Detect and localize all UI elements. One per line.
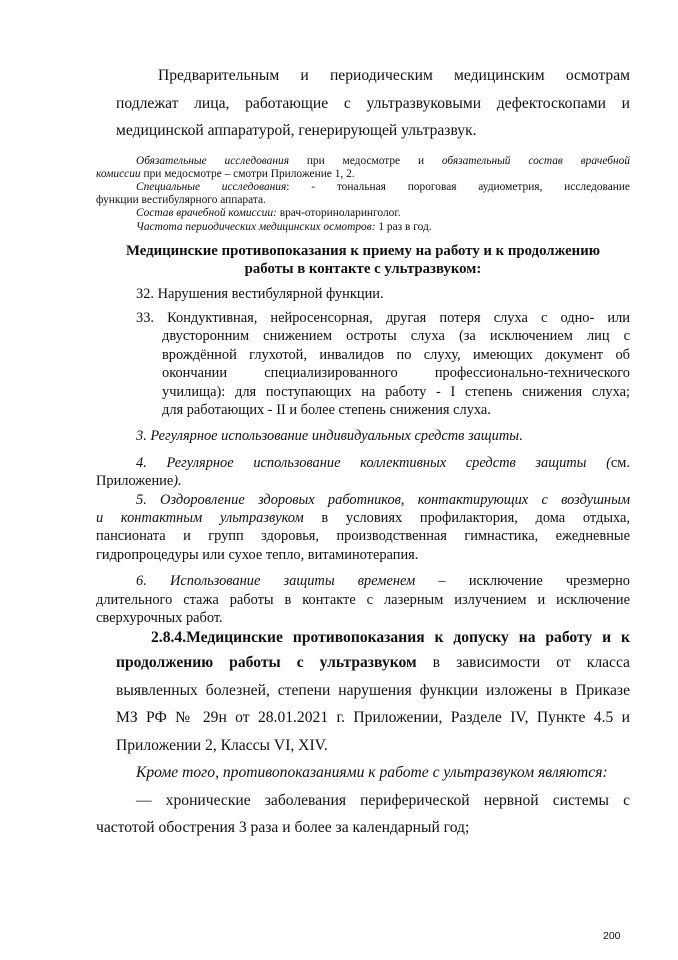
section-dash-line-2: частотой обострения 3 раза и более за календарный год; <box>96 819 470 837</box>
contraindications-list <box>96 285 630 420</box>
item-33-line-4: окончании специализированного профессионально-технического <box>162 365 630 382</box>
measure-5-text-cont: и контактным ультразвуком <box>96 510 304 526</box>
list-item-32: 32. Нарушения вестибулярной функции. <box>136 285 384 302</box>
measure-4-text: 4. Регулярное использование коллективных средств защиты ( <box>136 454 611 471</box>
exam-line-1 <box>96 155 630 168</box>
measure-4-see: см. <box>610 454 630 471</box>
measure-5-line-3: пансионата и групп здоровья, производственная гимнастика, ежедневные <box>96 528 630 545</box>
intro-line-3: медицинской аппаратурой, генерирующей ультразвук. <box>116 122 477 139</box>
exam-text: : - тональная пороговая аудиометрия, исследование <box>286 180 630 193</box>
exam-text: при медосмотре – смотри Приложение 1, 2. <box>140 167 355 180</box>
page-number: 200 <box>603 930 621 942</box>
section-line-3: выявленных болезней, степени нарушения функции изложены в Приказе <box>116 681 630 699</box>
exam-text: врач-оториноларинголог. <box>276 207 401 220</box>
section-2-8-4 <box>96 627 630 842</box>
measure-6-desc: – исключение чрезмерно <box>415 573 630 590</box>
measure-4-line-2 <box>96 472 630 490</box>
heading-line-2: работы в контакте с ультразвуком: <box>244 261 482 278</box>
measure-4-line-1 <box>96 454 630 472</box>
exam-term-commission: обязательный состав врачебной <box>441 154 630 167</box>
measure-4-close: ). <box>173 473 182 490</box>
exam-line-4: функции вестибулярного аппарата. <box>96 194 266 207</box>
measure-3: 3. Регулярное использование индивидуальных средств защиты. <box>136 428 523 445</box>
protective-measures <box>96 427 630 627</box>
item-33-line-5: училища): для поступающих на работу - I степень снижения слуха; <box>162 383 630 400</box>
section-dash-line-1: — хронические заболевания периферической нервной системы с <box>136 791 630 809</box>
measure-5-conditions: в условиях профилактория, дома отдыха, <box>303 510 631 526</box>
section-line-5: Приложении 2, Классы VI, XIV. <box>116 736 328 754</box>
section-bold-title: продолжению работы с ультразвуком <box>116 654 417 672</box>
section-line-4: МЗ РФ № 29н от 28.01.2021 г. Приложении, Разделе IV, Пункте 4.5 и <box>116 709 630 727</box>
measure-5-text: 5. Оздоровление здоровых работников, контактирующих с воздушным <box>136 491 630 508</box>
exam-term-commission-end: комиссии <box>96 167 141 180</box>
measure-4-appendix: Приложение <box>96 473 174 490</box>
exam-requirements <box>96 155 630 234</box>
measure-6-line-3: сверхурочных работ. <box>96 610 223 627</box>
heading-line-1: Медицинские противопоказания к приему на работу и к продолжению <box>125 242 601 259</box>
exam-text: 1 раз в год. <box>375 220 432 233</box>
exam-line-6 <box>96 221 630 234</box>
intro-paragraph <box>96 62 630 145</box>
exam-line-2 <box>96 168 630 181</box>
measure-3-text: 3. Регулярное использование индивидуальных средств защиты <box>136 428 520 445</box>
exam-term-obligatory: Обязательные исследования <box>136 154 289 167</box>
measure-5-line-2 <box>96 509 630 527</box>
exam-line-3 <box>96 181 630 194</box>
exam-term-composition: Состав врачебной комиссии: <box>136 207 277 220</box>
item-33-line-6: для работающих - II и более степень снижения слуха. <box>162 401 491 418</box>
measure-6-text: 6. Использование защиты временем <box>136 573 416 590</box>
list-item-33 <box>96 309 630 419</box>
item-33-line-1: 33. Кондуктивная, нейросенсорная, другая потеря слуха с одно- или <box>136 309 630 326</box>
section-line-2 <box>96 649 630 677</box>
contraindications-heading <box>96 242 630 279</box>
section-line-1: 2.8.4.Медицинские противопоказания к допуску на работу и к <box>151 629 630 647</box>
item-33-line-3: врождённой глухотой, инвалидов по слуху, имеющих документ об <box>162 346 630 363</box>
measure-6-line-1 <box>96 572 630 590</box>
measure-5-line-4: гидропроцедуры или сухое тепло, витаминотерапия. <box>96 546 419 563</box>
section-also-line: Кроме того, противопоказаниями к работе с ультразвуком являются: <box>136 764 608 782</box>
exam-term-frequency: Частота периодических медицинских осмотров: <box>136 220 376 233</box>
exam-line-5 <box>96 207 630 220</box>
measure-6-line-2: длительного стажа работы в контакте с лазерным излучением и исключение <box>96 591 630 608</box>
item-33-line-2: двусторонним снижением остроты слуха (за исключением лиц с <box>162 328 630 345</box>
intro-line-2: подлежат лица, работающие с ультразвуковыми дефектоскопами и <box>116 94 630 112</box>
intro-line-1: Предварительным и периодическим медицинским осмотрам <box>158 67 630 84</box>
section-text: в зависимости от класса <box>416 654 630 672</box>
exam-text: при медосмотре и <box>289 154 442 167</box>
measure-5-line-1 <box>96 491 630 509</box>
document-page <box>96 62 630 842</box>
exam-term-special: Специальные исследования <box>136 180 287 193</box>
